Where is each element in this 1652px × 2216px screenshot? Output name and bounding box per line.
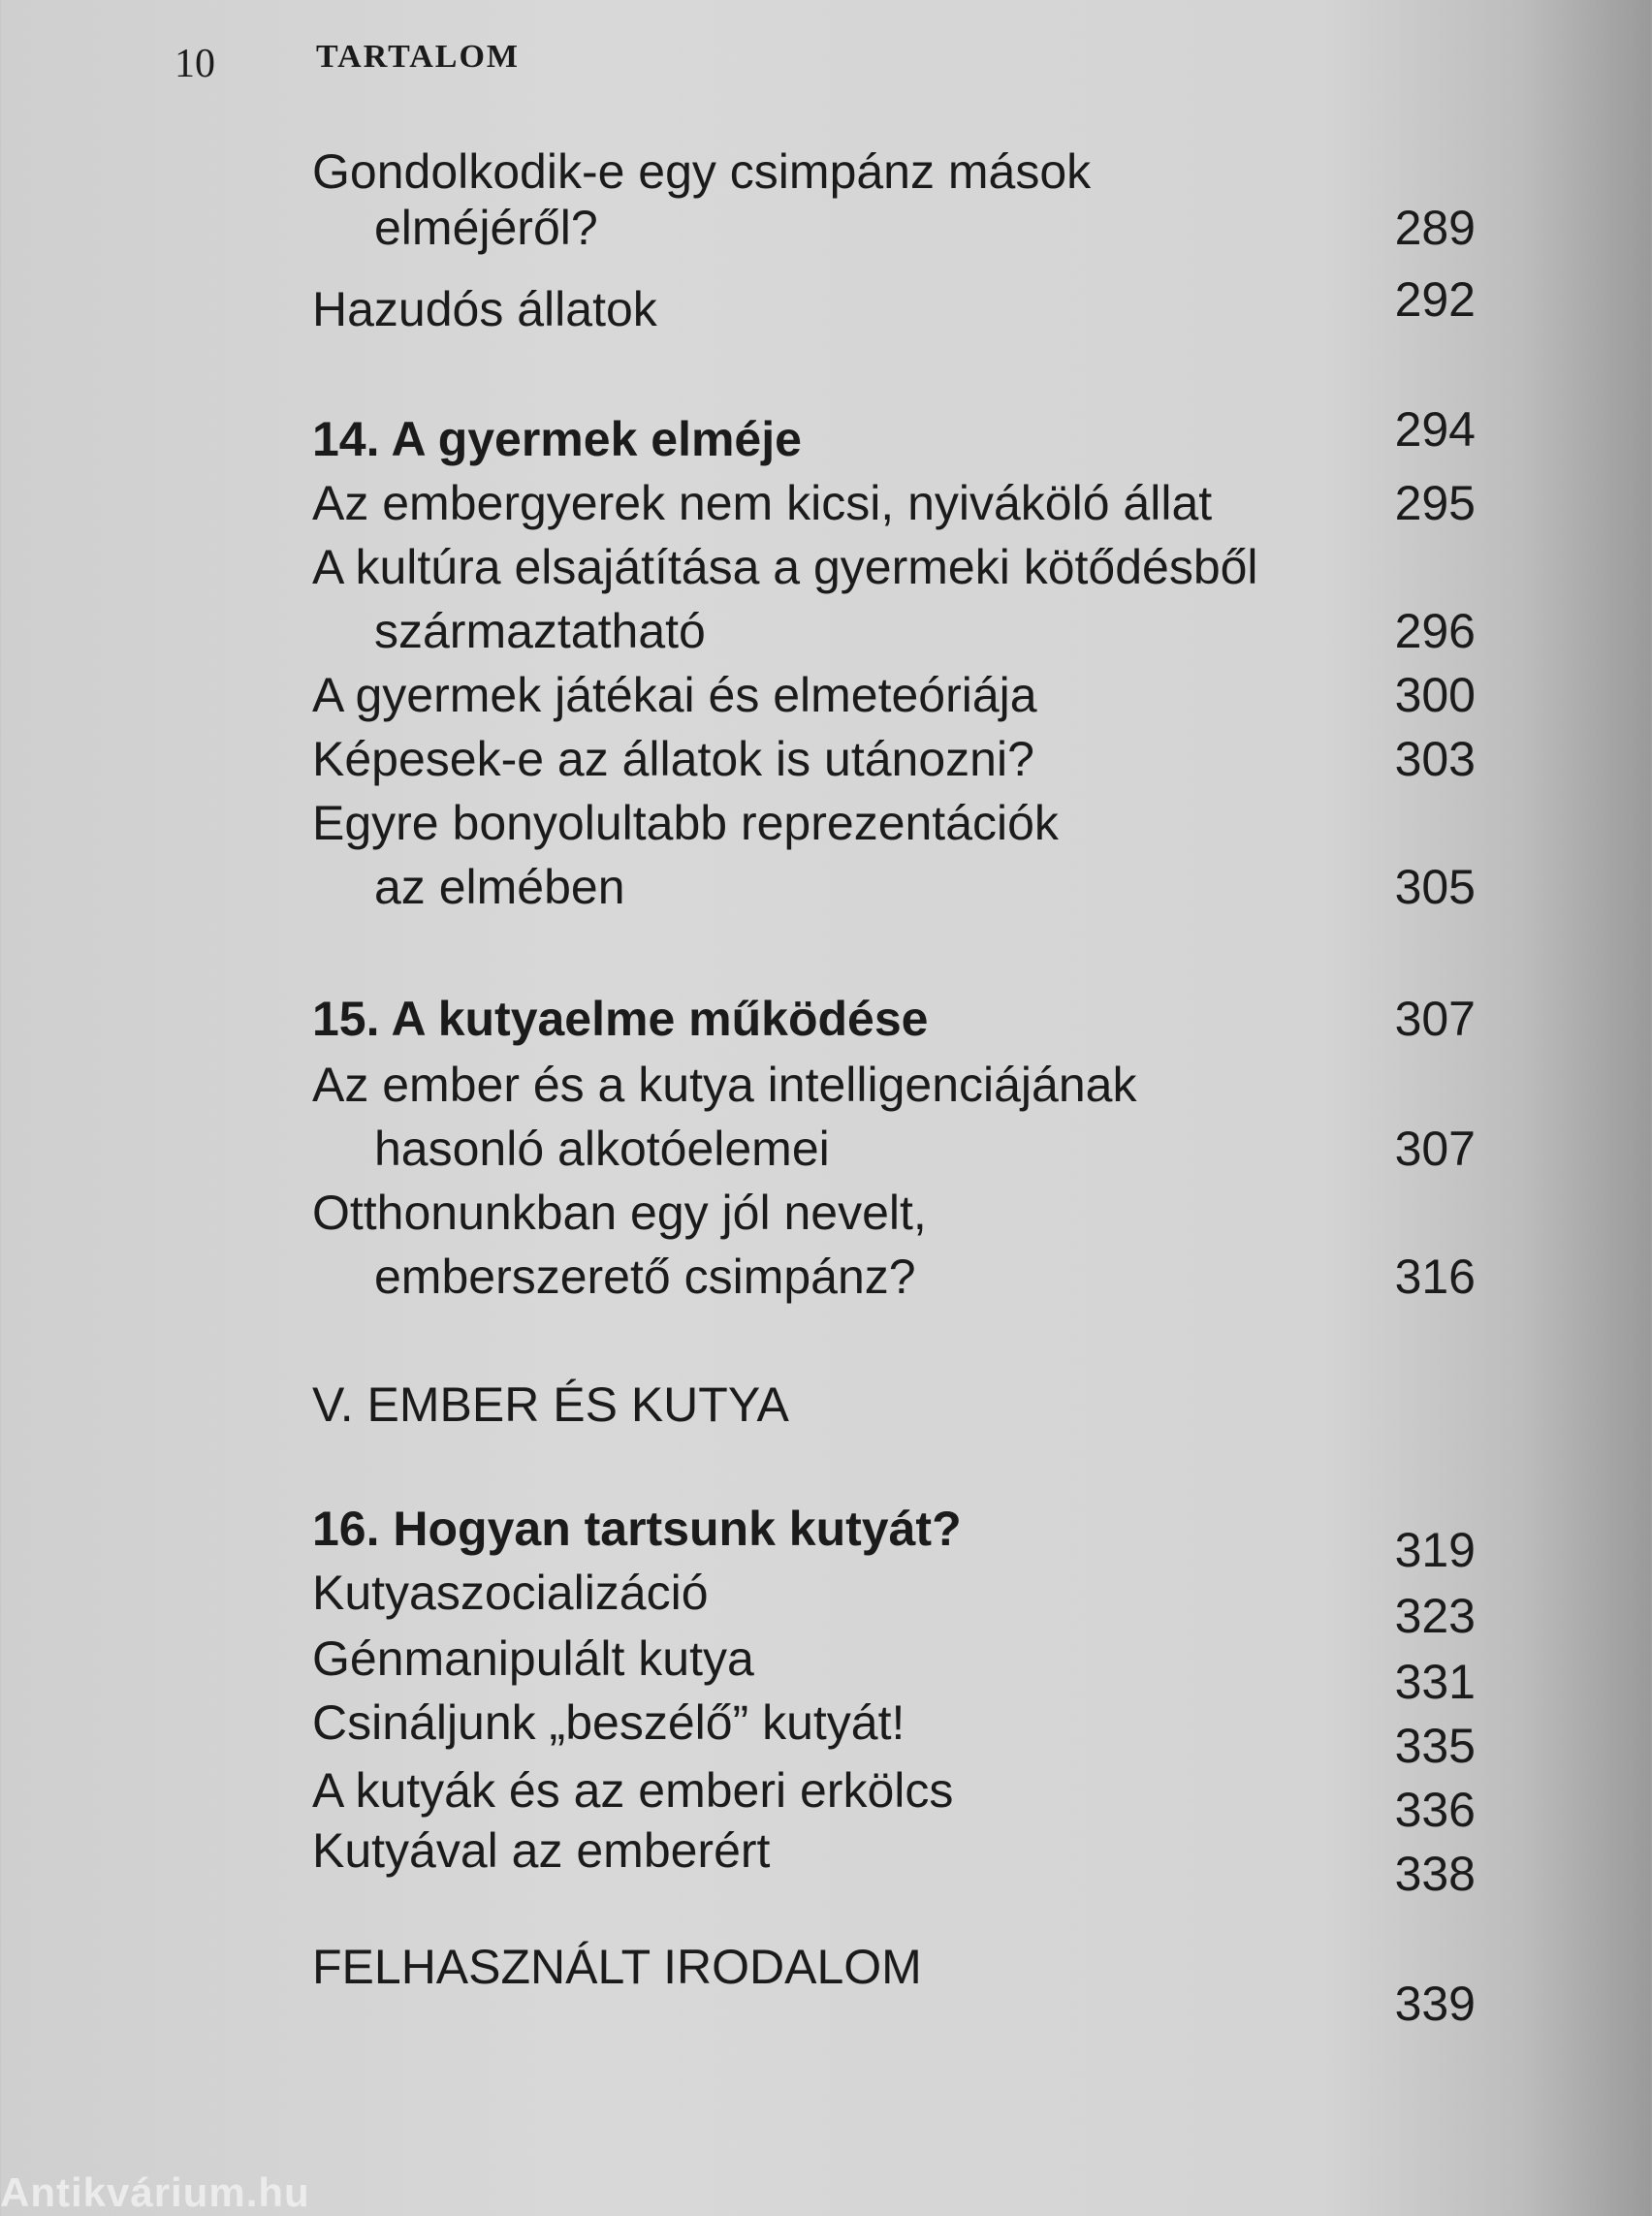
toc-entry: [312, 1822, 1476, 1901]
toc-entry-title: Gondolkodik-e egy csimpánz mások: [312, 144, 1092, 199]
toc-entry-title: Hazudós állatok: [312, 282, 657, 336]
toc-entry-page: 338: [1394, 1847, 1476, 1901]
toc-entry-title: Az ember és a kutya intelligenciájának: [312, 1058, 1137, 1112]
toc-chapter-heading: [312, 991, 1476, 1059]
toc-entry-title: Csináljunk „beszélő” kutyát!: [312, 1695, 905, 1750]
toc-entry-page: 323: [1394, 1589, 1476, 1643]
toc-entry-page: 303: [1394, 732, 1476, 786]
toc-entry-title-cont: emberszerető csimpánz?: [374, 1250, 916, 1304]
toc-entry-page: 300: [1394, 668, 1476, 722]
toc-entry: [312, 539, 1476, 658]
toc-entry-title-cont: hasonló alkotóelemei: [374, 1122, 830, 1176]
toc-entry-title-cont: származtatható: [374, 604, 706, 658]
part-heading: V. EMBER ÉS KUTYA: [312, 1377, 789, 1432]
toc-entry-page: 331: [1394, 1655, 1476, 1709]
toc-entry-title: Képesek-e az állatok is utánozni?: [312, 732, 1034, 786]
toc-entry-title: Otthonunkban egy jól nevelt,: [312, 1186, 927, 1240]
toc-entry-page: 316: [1394, 1250, 1476, 1304]
toc-entry-page: 339: [1394, 1977, 1476, 2031]
toc-chapter-heading: [312, 1501, 1476, 1577]
toc-entry-page: 295: [1394, 476, 1476, 530]
toc-entry-page: 307: [1394, 992, 1476, 1046]
toc-entry-page: 294: [1394, 402, 1476, 457]
toc-entry: [312, 1694, 1476, 1773]
toc-entry: [312, 667, 1476, 735]
toc-entry: [312, 731, 1476, 799]
toc-entry: [312, 475, 1476, 543]
toc-entry-title-cont: elméjéről?: [374, 201, 598, 255]
toc-entry-title: Egyre bonyolultabb reprezentációk: [312, 796, 1059, 850]
toc-entry: [312, 272, 1476, 349]
toc-entry: [312, 1565, 1476, 1643]
toc-entry-title: A gyermek játékai és elmeteóriája: [312, 668, 1037, 722]
toc-entry-title: 16. Hogyan tartsunk kutyát?: [312, 1502, 962, 1556]
toc-entry: [312, 795, 1476, 914]
toc-entry-page: 336: [1394, 1783, 1476, 1837]
toc-entry-page: 292: [1394, 272, 1476, 327]
toc-entry-title: 14. A gyermek elméje: [312, 412, 802, 466]
toc-chapter-heading: [312, 402, 1476, 479]
toc-entry-title: Az embergyerek nem kicsi, nyiváköló állat: [312, 476, 1213, 530]
toc-entry-page: 289: [1394, 201, 1476, 255]
toc-entry-page: 319: [1394, 1523, 1476, 1577]
toc-entry: [312, 1185, 1476, 1304]
page-number: 10: [175, 42, 215, 86]
toc-entry-page: 335: [1394, 1719, 1476, 1773]
toc-entry-page: 307: [1394, 1122, 1476, 1176]
toc-entry-title-cont: az elmében: [374, 860, 625, 914]
running-head: TARTALOM: [316, 39, 520, 75]
toc-entry-title: A kutyák és az emberi erkölcs: [312, 1763, 954, 1818]
toc-entry-title: Génmanipulált kutya: [312, 1631, 754, 1686]
toc-entry: [312, 1057, 1476, 1176]
toc-entry-page: 305: [1394, 860, 1476, 914]
toc-entry: [312, 1762, 1476, 1837]
toc-entry-page: 296: [1394, 604, 1476, 658]
toc-entry: [312, 143, 1476, 255]
toc-entry-title: FELHASZNÁLT IRODALOM: [312, 1940, 922, 1994]
toc-entry-title: 15. A kutyaelme működése: [312, 992, 929, 1046]
toc-entry-title: A kultúra elsajátítása a gyermeki kötődésből: [312, 540, 1258, 594]
watermark-text: Antikvárium.hu: [0, 2169, 310, 2215]
toc-entry-title: Kutyával az emberért: [312, 1823, 771, 1878]
toc-entry: [312, 1939, 1476, 2031]
toc-entry-title: Kutyaszocializáció: [312, 1566, 709, 1620]
toc-entry: [312, 1630, 1476, 1709]
